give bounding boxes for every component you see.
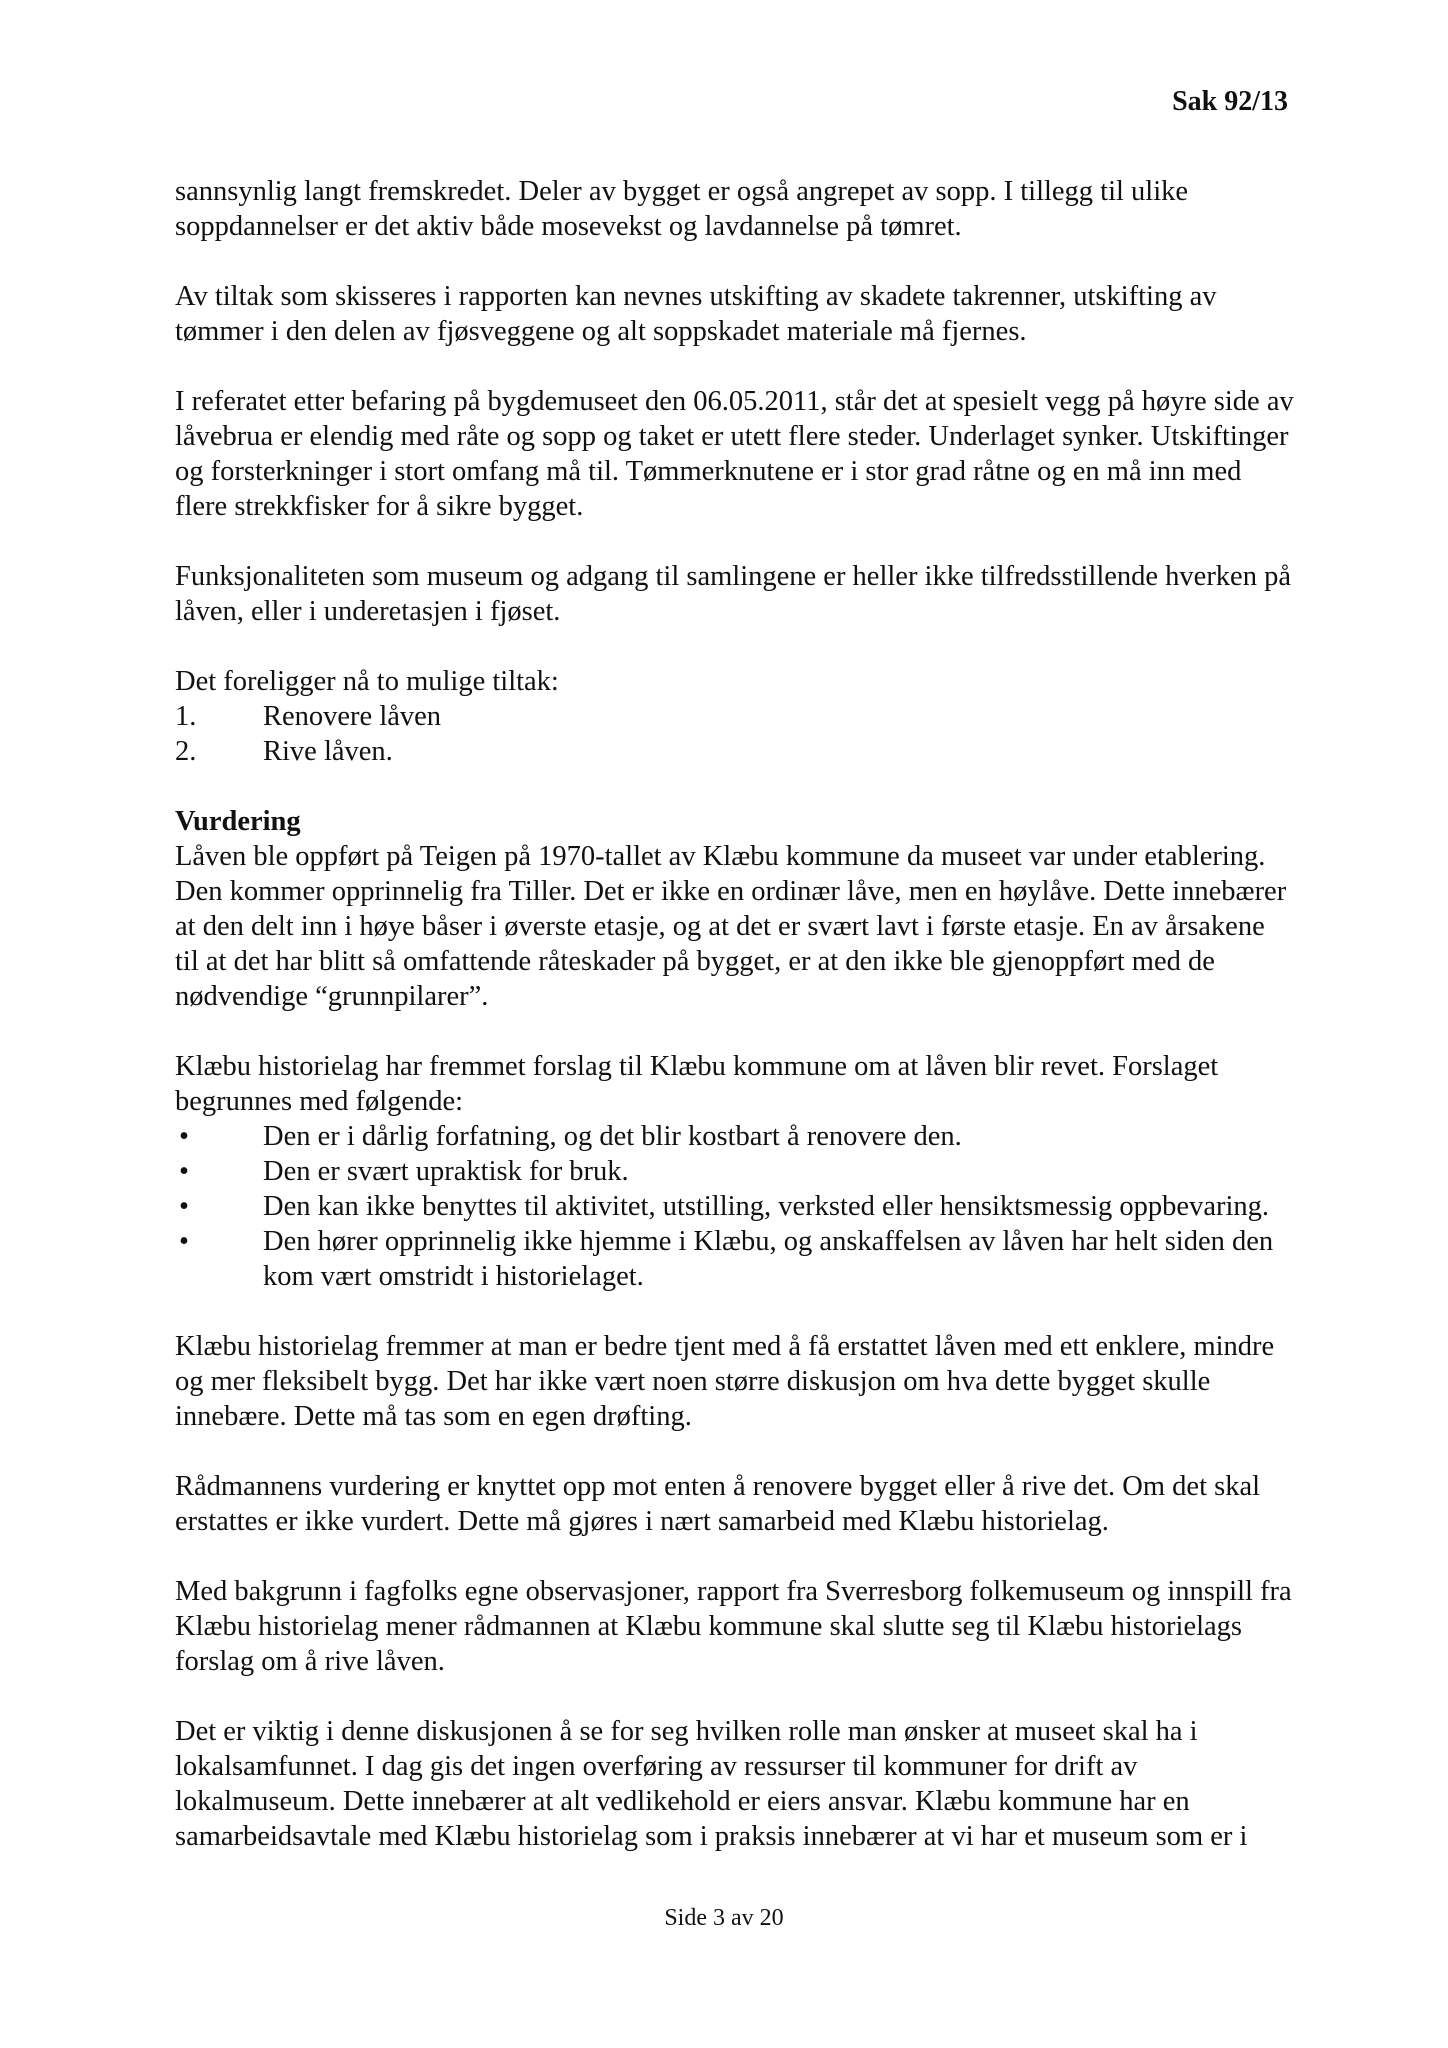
option-number: 1. [175,701,197,732]
bullet-text: Den hører opprinnelig ikke hjemme i Klæbu, og anskaffelsen av låven har helt siden den kom vært omstridt i historielaget. [263,1226,1274,1292]
option-number: 2. [175,736,197,767]
reasons-list [175,1119,1295,1294]
options-list [175,699,1295,769]
bullet-item [175,1189,1295,1224]
paragraph: Med bakgrunn i fagfolks egne observasjoner, rapport fra Sverresborg folkemuseum og innspill fra Klæbu historielag mener rådmannen at Klæbu kommune skal slutte seg til Klæbu historielags forslag om å rive låven. [175,1576,1292,1677]
document-body [175,174,1295,1854]
bullet-icon: • [179,1226,189,1257]
option-item [175,699,1295,734]
page-number: Side 3 av 20 [664,1905,784,1931]
paragraph: Låven ble oppført på Teigen på 1970-tallet av Klæbu kommune da museet var under etablering. Den kommer opprinnelig fra Tiller. Det er ikke en ordinær låve, men en høylåve. Dette innebærer at den delt inn i høye båser i øverste etasje, og at det er svært lavt i første etasje. En av årsakene til at det har blitt så omfattende råteskader på bygget, er at den ikke ble gjenoppført med de nødvendige “grunnpilarer”. [175,841,1287,1012]
paragraph: I referatet etter befaring på bygdemuseet den 06.05.2011, står det at spesielt vegg på høyre side av låvebrua er elendig med råte og sopp og taket er utett flere steder. Underlaget synker. Utskiftinger og forsterkninger i stort omfang må til. Tømmerknutene er i stor grad råtne og en må inn med flere strekkfisker for å sikre bygget. [175,386,1294,522]
option-text: Renovere låven [263,701,442,732]
bullet-item [175,1224,1295,1294]
paragraph: Funksjonaliteten som museum og adgang til samlingene er heller ikke tilfredsstillende hverken på låven, eller i underetasjen i fjøset. [175,561,1291,627]
bullet-text: Den kan ikke benyttes til aktivitet, utstilling, verksted eller hensiktsmessig oppbevaring. [263,1191,1270,1222]
section-heading: Vurdering [175,806,301,837]
bullet-item [175,1119,1295,1154]
paragraph: Rådmannens vurdering er knyttet opp mot enten å renovere bygget eller å rive det. Om det skal erstattes er ikke vurdert. Dette må gjøres i nært samarbeid med Klæbu historielag. [175,1471,1261,1537]
option-text: Rive låven. [263,736,393,767]
paragraph: Klæbu historielag har fremmet forslag til Klæbu kommune om at låven blir revet. Forslaget begrunnes med følgende: [175,1051,1219,1117]
bullet-item [175,1154,1295,1189]
paragraph: sannsynlig langt fremskredet. Deler av bygget er også angrepet av sopp. I tillegg til ulike soppdannelser er det aktiv både mosevekst og lavdannelse på tømret. [175,176,1189,242]
bullet-text: Den er i dårlig forfatning, og det blir kostbart å renovere den. [263,1121,962,1152]
paragraph: Klæbu historielag fremmer at man er bedre tjent med å få erstattet låven med ett enklere, mindre og mer fleksibelt bygg. Det har ikke vært noen større diskusjon om hva dette bygget skulle innebære. Dette må tas som en egen drøfting. [175,1331,1275,1432]
bullet-icon: • [179,1156,189,1187]
paragraph: Av tiltak som skisseres i rapporten kan nevnes utskifting av skadete takrenner, utskifting av tømmer i den delen av fjøsveggene og alt soppskadet materiale må fjernes. [175,281,1217,347]
options-intro: Det foreligger nå to mulige tiltak: [175,666,559,697]
bullet-icon: • [179,1121,189,1152]
option-item [175,734,1295,769]
bullet-text: Den er svært upraktisk for bruk. [263,1156,629,1187]
paragraph: Det er viktig i denne diskusjonen å se for seg hvilken rolle man ønsker at museet skal ha i lokalsamfunnet. I dag gis det ingen overføring av ressurser til kommuner for drift av lokalmuseum. Dette innebærer at alt vedlikehold er eiers ansvar. Klæbu kommune har en samarbeidsavtale med Klæbu historielag som i praksis innebærer at vi har et museum som er i [175,1716,1248,1852]
bullet-icon: • [179,1191,189,1222]
case-reference: Sak 92/13 [1172,86,1288,117]
